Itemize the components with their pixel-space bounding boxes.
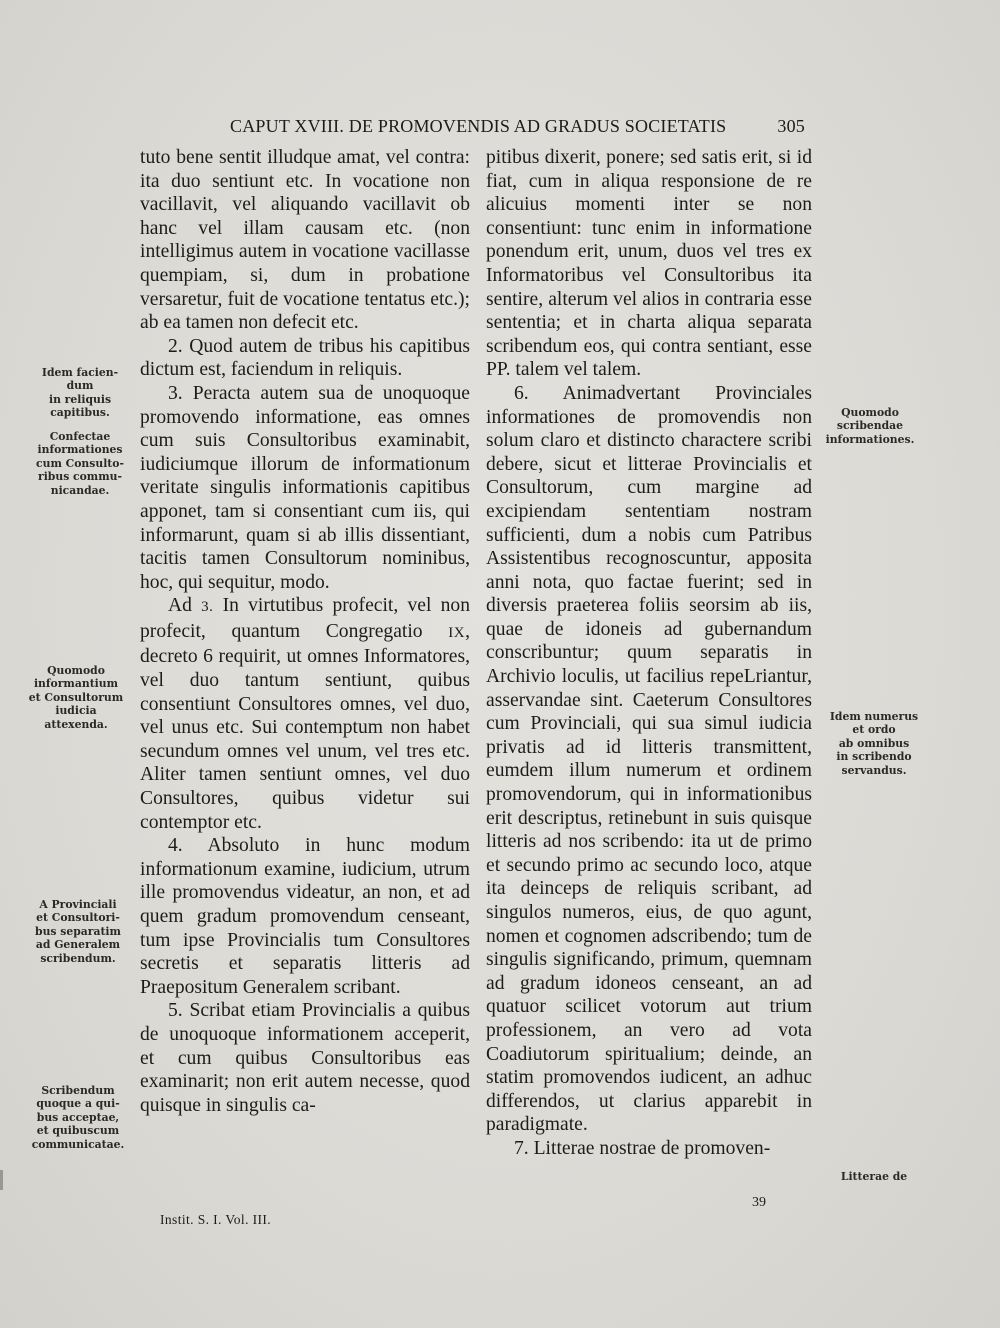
running-title: CAPUT XVIII. DE PROMOVENDIS AD GRADUS SOCIETATIS [230, 116, 727, 136]
footer-imprint: Instit. S. I. Vol. III. [160, 1212, 272, 1227]
margin-note-2: Confectae informationes cum Consulto- ribus commu- nicandae. [36, 430, 124, 497]
margin-note-5: Scribendum quoque a qui- bus acceptae, et quibuscum communicatae. [31, 1084, 125, 1151]
edge-mark [0, 1170, 3, 1190]
paragraph-7: 7. Litterae nostrae de promoven- [514, 1137, 771, 1159]
paragraph-2: 2. Quod autem de tribus his capitibus dictum est, faciendum in reliquis. [140, 335, 470, 381]
margin-note-7: Idem numerus et ordo ab omnibus in scribendo servandus. [829, 710, 919, 777]
paragraph-continued-right: pitibus dixerit, ponere; sed satis erit, si id fiat, cum in aliqua responsione de re alicuius momenti inter se non consentiunt: tunc enim in informatione ponendum erit, unum, duos vel tres ex Informatoribus vel Consultoribus ita sentire, alterum vel alios in contraria esse sententia; et in charta aliqua separata scribendum eos, qui contra sentiant, esse PP. talem vel talem. [486, 147, 812, 381]
paragraph-continued: tuto bene sentit illudque amat, vel contra: ita duo sentiunt etc. In vocatione non vacillavit, vel aliquando vacillavit ob hanc vel illam causam etc. (non intelligimus autem in vocatione vacillasse quempiam, si, dum in probatione versaretur, fuit de vocatione tentatus etc.); ab ea tamen non defecit etc. [140, 147, 470, 334]
ad-text: In virtutibus profecit, vel non profecit, quantum Congregatio [140, 595, 470, 642]
margin-note-6: Quomodo scribendae informationes. [825, 406, 915, 446]
paragraph-5: 5. Scribat etiam Provincialis a quibus de unoquoque informationem acceperit, et cum quibus Consultoribus eas examinarit; non erit autem necesse, quod quisque in singulis ca- [140, 1000, 470, 1116]
signature-mark: 39 [752, 1195, 766, 1210]
text-column-left [140, 146, 470, 1117]
page-number: 305 [777, 116, 805, 136]
margin-note-8: Litterae de [840, 1170, 908, 1183]
ad-number: 3. [201, 599, 214, 616]
text-column-right [486, 146, 812, 1161]
running-header [230, 116, 805, 137]
ad-prefix: Ad [168, 595, 202, 617]
paragraph-3: 3. Peracta autem sua de unoquoque promovendo informatione, eas omnes cum suis Consultoribus examinabit, iudiciumque illorum de informationum veritate singulis informationis capitibus apponet, tam si consentiant cum iis, qui informarunt, quam si ab illis dissentiant, tacitis tamen Consultorum nominibus, hoc, qui sequitur, modo. [140, 382, 470, 593]
ad-text-2: , decreto 6 requirit, ut omnes Informatores, vel duo tantum sentiunt, quibus consentiunt Consultores omnes, vel duo, vel unus etc. Sui contemptum non habet secundum omnes vel unum, vel tres etc. Aliter tamen sentiunt omnes, vel duo Consultores, quibus videtur sui contemptor etc. [140, 620, 470, 833]
paragraph-ad-3 [140, 594, 470, 834]
margin-note-1: Idem facien- dum in reliquis capitibus. [41, 366, 119, 420]
paragraph-4: 4. Absoluto in hunc modum informationum examine, iudicium, utrum ille promovendus videatur, an non, et ad quem gradum promovendum censeant, tum ipse Provincialis tum Consultores secretis et separatis litteris ad Praepositum Generalem scribant. [140, 835, 470, 998]
margin-note-3: Quomodo informantium et Consultorum iudicia attexenda. [28, 664, 124, 731]
paragraph-6: 6. Animadvertant Provinciales informationes de promovendis non solum claro et distincto charactere scribi debere, sicut et litterae Provincialis et Consultorum, cum margine ad excipiendam sententiam nostram sufficienti, dum a nobis cum Patribus Assistentibus recognoscuntur, apposita anni nota, quo factae fuerint; sed in diversis praeterea foliis seorsim ab iis, quae de idoneis ad gubernandum conscribuntur; quum separatis in Archivio loculis, ut facilius repeLriantur, asservandae sint. Caeterum Consultores cum Provinciali, qui sua simul iudicia privatis ad id litteris transmittent, eumdem illum numerum et ordinem promovendorum, qui in informationibus erit descriptus, retinebunt in suis quisque litteris ad nos scribendo: ita ut de primo et secundo primo ac secundo loco, atque ita deinceps de reliquis scribant, ad singulos numeros, eius, de quo agunt, nomen et cognomen adscribendo; tum de singulis significando, primum, quemnam ad gradum idoneos censeant, an ad quatuor scilicet votorum aut trium professionem, an vero ad vota Coadiutorum spiritualium; deinde, an statim promovendos iudicent, an adhuc differendos, ut clarius apparebit in paradigmate. [486, 382, 812, 1136]
ad-roman: IX [448, 624, 466, 641]
margin-note-4: A Provinciali et Consultori- bus separatim ad Generalem scribendum. [35, 898, 121, 965]
